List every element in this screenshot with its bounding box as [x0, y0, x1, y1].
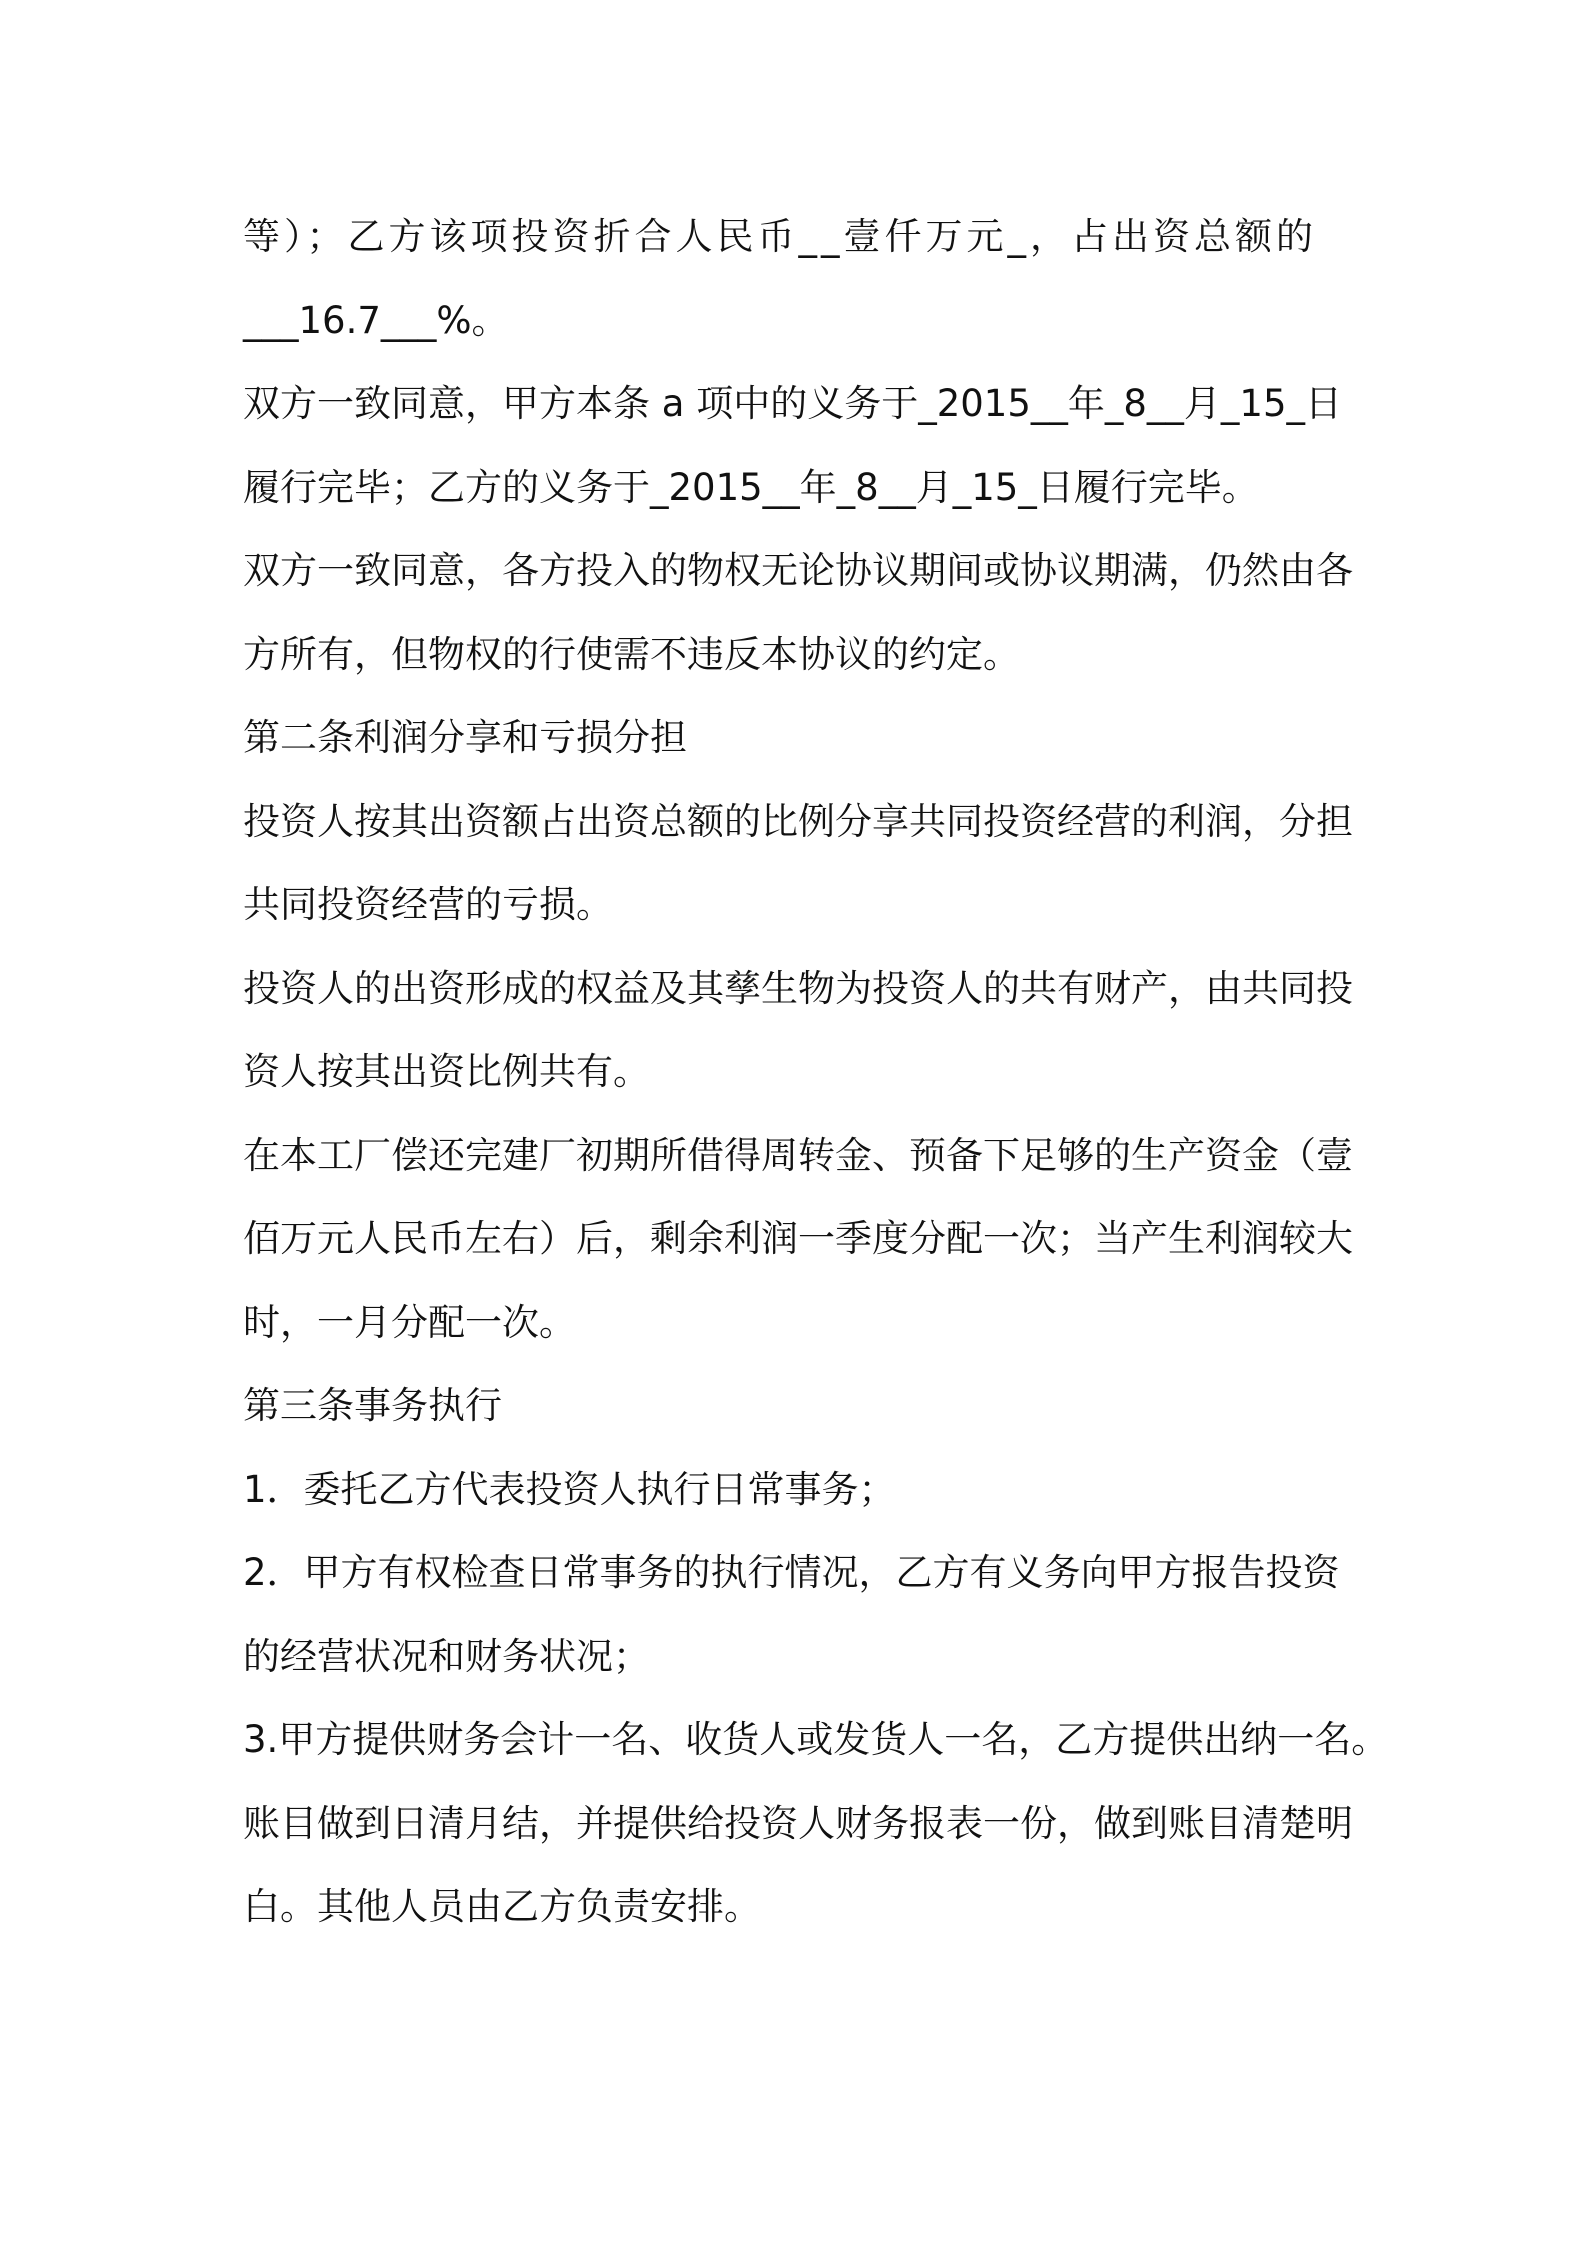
list-item: 1．委托乙方代表投资人执行日常事务；	[243, 1467, 896, 1511]
text-line: 资人按其出资比例共有。	[243, 1050, 650, 1093]
document-page	[243, 195, 1389, 1949]
text-line: 时，一月分配一次。	[243, 1300, 576, 1344]
text-line: 方所有，但物权的行使需不违反本协议的约定。	[243, 632, 1020, 676]
text-line: 佰万元人民币左右）后，剩余利润一季度分配一次；当产生利润较大	[243, 1217, 1353, 1260]
text-line: 投资人按其出资额占出资总额的比例分享共同投资经营的利润，分担	[243, 799, 1353, 843]
section-heading: 第二条利润分享和亏损分担	[243, 716, 687, 759]
text-line: 共同投资经营的亏损。	[243, 883, 613, 926]
text-line: ___16.7___%。	[243, 298, 509, 342]
text-line: 在本工厂偿还完建厂初期所借得周转金、预备下足够的生产资金（壹	[243, 1133, 1353, 1177]
text-line: 等）；乙方该项投资折合人民币__壹仟万元_，占出资总额的	[243, 215, 1317, 258]
section-heading: 第三条事务执行	[243, 1384, 502, 1427]
text-line: 白。其他人员由乙方负责安排。	[243, 1885, 761, 1928]
text-line: 投资人的出资形成的权益及其孳生物为投资人的共有财产，由共同投	[243, 966, 1353, 1010]
text-line: 账目做到日清月结，并提供给投资人财务报表一份，做到账目清楚明	[243, 1801, 1353, 1845]
text-line: 履行完毕；乙方的义务于_2015__年_8__月_15_日履行完毕。	[243, 465, 1259, 509]
text-line: 双方一致同意，甲方本条 a 项中的义务于_2015__年_8__月_15_日	[243, 382, 1342, 425]
list-item: 2．甲方有权检查日常事务的执行情况，乙方有义务向甲方报告投资	[243, 1551, 1340, 1594]
text-line: 双方一致同意，各方投入的物权无论协议期间或协议期满，仍然由各	[243, 549, 1353, 592]
text-line: 的经营状况和财务状况；	[243, 1634, 650, 1678]
list-item: 3.甲方提供财务会计一名、收货人或发货人一名，乙方提供出纳一名。	[243, 1718, 1389, 1761]
